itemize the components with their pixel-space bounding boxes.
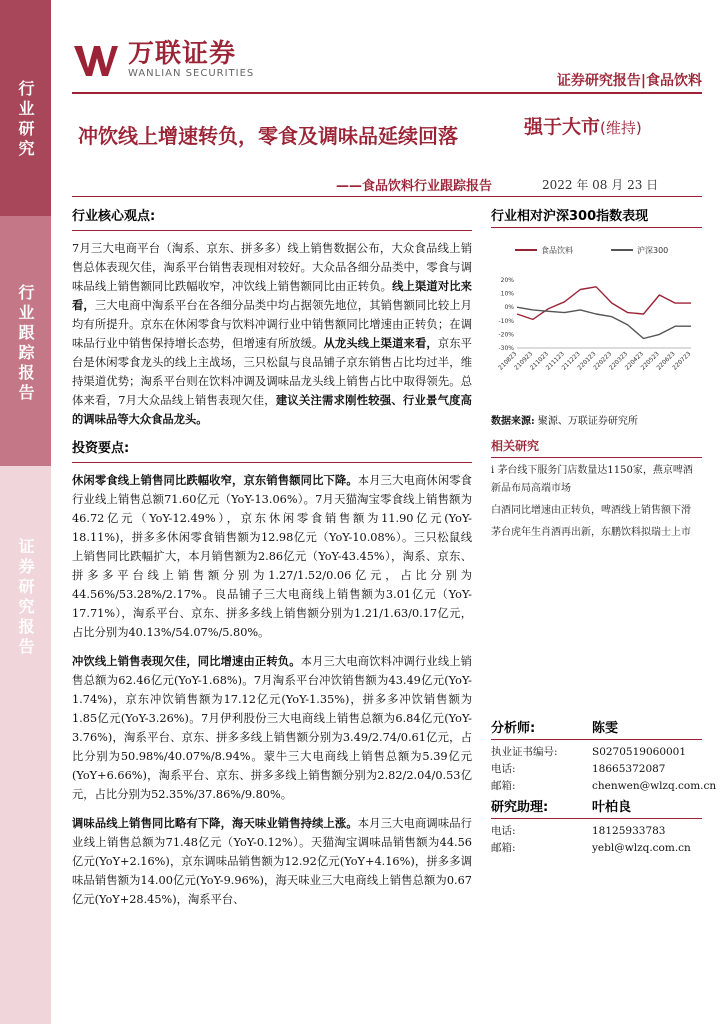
- related-item[interactable]: i 茅台线下服务门店数量达1150家，燕京啤酒新品布局高端市场: [491, 465, 693, 494]
- y-tick-label: 0%: [504, 304, 514, 312]
- report-date: 2022 年 08 月 23 日: [542, 178, 659, 192]
- title-divider: [72, 196, 702, 197]
- y-tick-label: -20%: [498, 331, 514, 339]
- x-tick-label: 220723: [671, 350, 693, 372]
- sidebar-securities-report: 证券研究报告: [0, 466, 51, 1024]
- analyst-email[interactable]: chenwen@wlzq.com.cn: [592, 780, 717, 792]
- x-tick-label: 211223: [560, 350, 582, 372]
- x-tick-label: 220323: [607, 350, 630, 372]
- company-logo: [72, 40, 254, 79]
- condiment-paragraph: 调味品线上销售同比略有下降，海天味业销售持续上涨。本月三大电商调味品行业线上销售总额为71.48亿元（YoY-0.12%）。天猫淘宝调味品销售额为44.56亿元(YoY+2.16%)，京东调味品销售额为12.92亿元(YoY+4.16%)，拼多多调味品销售额为14.00亿元(YoY-9.96%)，海天味业三大电商线上销售总额为0.67亿元(YoY+28.45%)，淘系平台、: [72, 816, 472, 906]
- x-tick-label: 210923: [513, 350, 535, 372]
- sidebar: [0, 0, 51, 1024]
- logo-en: WANLIAN SECURITIES: [128, 68, 255, 79]
- report-subtitle: ——食品饮料行业跟踪报告: [335, 179, 492, 194]
- snacks-paragraph: 休闲零食线上销售同比跌幅收窄，京东销售额同比下降。本月三大电商休闲零食行业线上销售总额71.60亿元（YoY-13.06%）。7月天猫淘宝零食线上销售额为46.72亿元（YoY-12.49%），京东休闲零食销售额为11.90亿元(YoY-18.11%)，拼多多休闲零食销售额为12.98亿元（YoY-10.08%）。三只松鼠线上销售同比跌幅扩大，本月销售额为2.86亿元（YoY-43.45%），淘系、京东、拼多多平台线上销售额分别为1.27/1.52/0.06亿元，占比分别为44.56%/53.28%/2.17%。良品铺子三大电商线上销售额为3.01亿元（YoY-17.71%），淘系平台、京东、拼多多线上销售额分别为1.21/1.63/0.17亿元，占比分别为40.13%/54.07%/5.80%。: [72, 473, 472, 639]
- y-tick-label: 10%: [500, 290, 514, 298]
- logo-cn: 万联证券: [128, 39, 237, 69]
- legend-label: 食品饮料: [541, 246, 573, 255]
- invest-heading: 投资要点:: [72, 441, 130, 456]
- analyst-info: 分析师: 陈雯 执业证书编号: S0270519060001 电话: 18665372087 邮箱: chenwen@wlzq.com.cn 研究助理: 叶柏良 电话: 18125933783 邮箱: yebl@wlzq.com.cn: [491, 720, 702, 857]
- related-item[interactable]: 白酒同比增速由正转负，啤酒线上销售额下滑: [491, 505, 691, 516]
- y-tick-label: 20%: [500, 277, 514, 284]
- core-heading: 行业核心观点:: [72, 209, 156, 224]
- report-type: 证券研究报告|食品饮料: [556, 73, 702, 89]
- wanlian-logo-icon: [72, 42, 120, 78]
- y-tick-label: -30%: [498, 345, 514, 352]
- sidebar-industry-research: 行业研究: [0, 0, 51, 216]
- x-tick-label: 211023: [528, 350, 551, 372]
- x-tick-label: 220623: [655, 350, 677, 372]
- x-tick-label: 220123: [576, 350, 598, 372]
- related-item[interactable]: 茅台虎年生肖酒再出新，东鹏饮料拟瑞士上市: [491, 527, 691, 538]
- assistant-email[interactable]: yebl@wlzq.com.cn: [592, 842, 691, 854]
- analyst-phone: 18665372087: [592, 763, 666, 775]
- x-tick-label: 220523: [639, 350, 661, 372]
- x-tick-label: 220423: [623, 350, 645, 372]
- report-title: 冲饮线上增速转负，零食及调味品延续回落: [78, 124, 458, 148]
- right-column: [491, 205, 702, 546]
- x-tick-label: 211123: [544, 350, 566, 372]
- x-tick-label: 220223: [592, 350, 614, 372]
- analyst-name: 陈雯: [592, 721, 619, 736]
- legend-label: 沪深300: [637, 246, 669, 255]
- main-column: [72, 205, 472, 919]
- rating: 强于大市(维持): [524, 116, 642, 138]
- index-performance-chart: [491, 232, 702, 402]
- x-tick-label: 210823: [497, 350, 519, 372]
- chart-title: 行业相对沪深300指数表现: [491, 209, 649, 224]
- sidebar-tracking-report: 行业跟踪报告: [0, 216, 51, 466]
- series-line: [517, 287, 691, 320]
- beverage-paragraph: 冲饮线上销售表现欠佳，同比增速由正转负。本月三大电商饮料冲调行业线上销售总额为62.46亿元(YoY-1.68%)。7月淘系平台冲饮销售额为43.49亿元(YoY-1.74%)，京东冲饮销售额为17.12亿元(YoY-1.35%)，拼多多冲饮销售额为1.85亿元(YoY-3.26%)。7月伊利股份三大电商线上销售总额为6.84亿元(YoY-3.76%)，淘系平台、京东、拼多多线上销售额分别为3.49/2.74/0.61亿元，占比分别为50.98%/40.07%/8.94%。蒙牛三大电商线上销售总额为5.39亿元(YoY+6.66%)，淘系平台、京东、拼多多线上销售额分别为2.82/2.04/0.53亿元，占比分别为52.35%/37.86%/9.80%。: [72, 654, 472, 801]
- assistant-phone: 18125933783: [592, 825, 666, 837]
- related-heading: 相关研究: [491, 439, 540, 453]
- cert-number: S0270519060001: [592, 746, 687, 758]
- y-tick-label: -10%: [498, 317, 514, 325]
- assistant-name: 叶柏良: [592, 800, 632, 815]
- header-divider: [72, 92, 702, 94]
- data-source: 数据来源: 聚源、万联证券研究所: [491, 416, 638, 427]
- core-paragraph: 7月三大电商平台（淘系、京东、拼多多）线上销售数据公布，大众食品线上销售总体表现欠佳，淘系平台销售表现相对较好。大众品各细分品类中，零食与调味品线上销售额同比跌幅收窄，冲饮线上销售额同比由正转负。线上渠道对比来看，三大电商中淘系平台在各细分品类中均占据领先地位，其销售额同比较上月均有所提升。京东在休闲零食与饮料冲调行业中销售额同比增速由正转负；在调味品行业中销售保持增长态势，但增速有所放缓。从龙头线上渠道来看，京东平台是休闲零食龙头的线上主战场，三只松鼠与良品铺子京东销售占比均过半，维持渠道优势；淘系平台则在饮料冲调及调味品龙头线上销售占比中取得领先。总体来看，7月大众品线上销售表现欠佳，建议关注需求刚性较强、行业景气度高的调味品等大众食品龙头。: [72, 242, 472, 426]
